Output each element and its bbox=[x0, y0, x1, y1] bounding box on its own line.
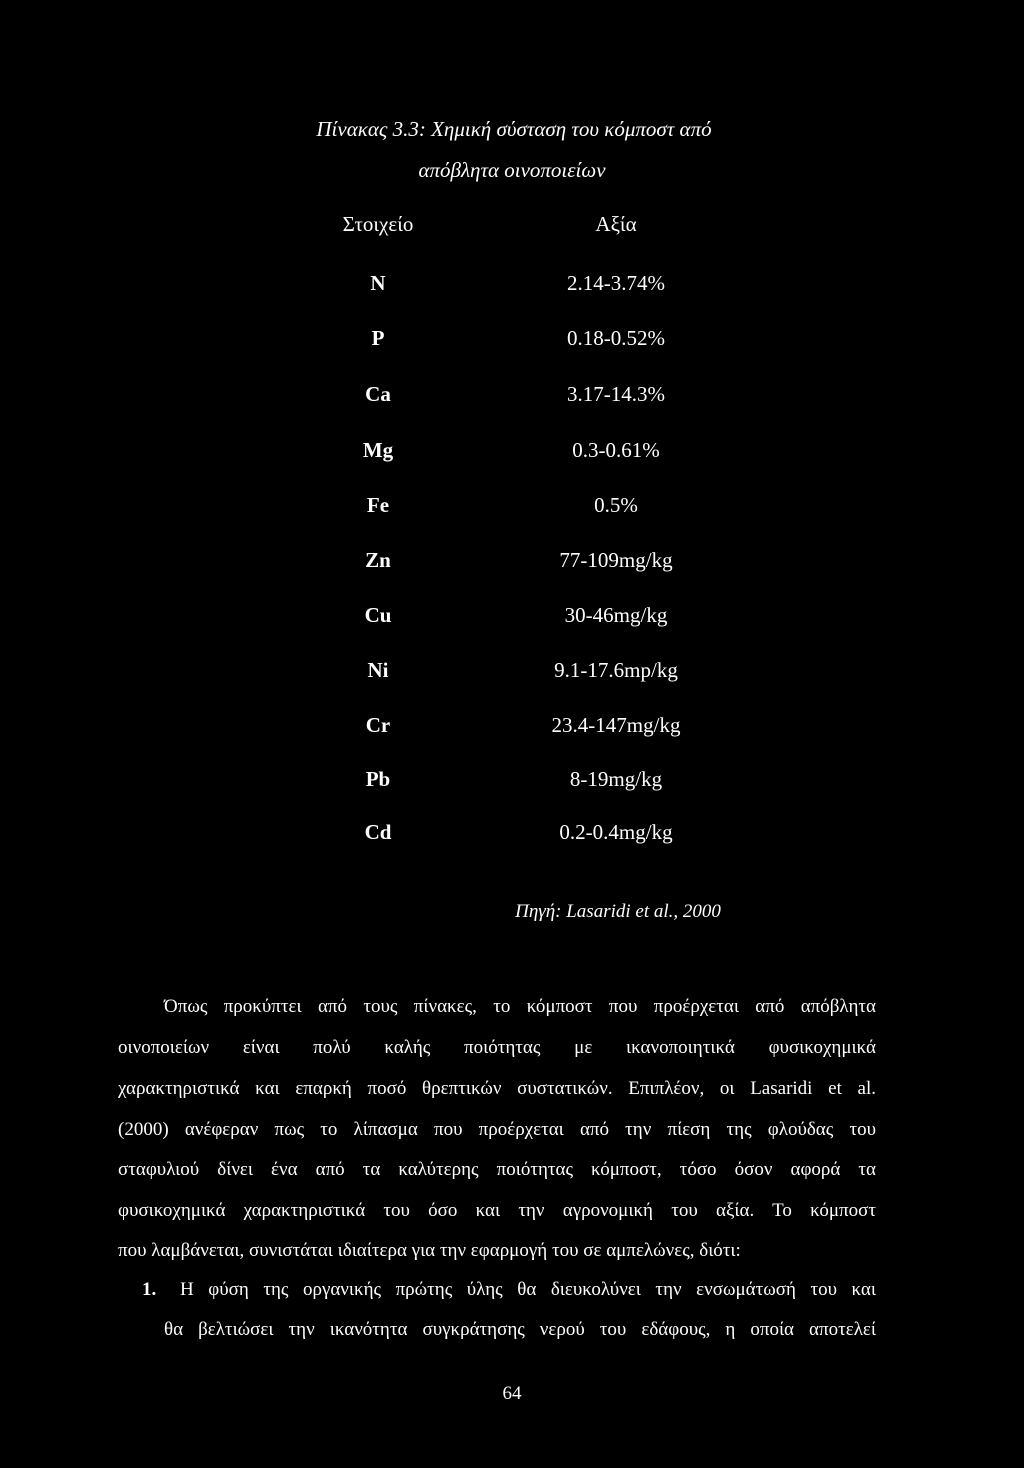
list-item-number: 1. bbox=[142, 1279, 157, 1300]
table-row-value: 8-19mg/kg bbox=[569, 767, 663, 791]
paragraph-line: φυσικοχημικά χαρακτηριστικά του όσο και την αγρονομική του αξία. Το κόμποστ bbox=[118, 1200, 876, 1221]
header-element: Στοιχείο bbox=[342, 212, 414, 236]
list-item-line: Η φύση της οργανικής πρώτης ύλης θα διευκολύνει την ενσωμάτωσή του και bbox=[180, 1279, 876, 1300]
table-row-value: 77-109mg/kg bbox=[559, 548, 673, 572]
table-row-value: 0.3-0.61% bbox=[572, 438, 660, 462]
paragraph-line: οινοποιείων είναι πολύ καλής ποιότητας με ικανοποιητικά φυσικοχημικά bbox=[118, 1037, 876, 1058]
table-row-element: Ni bbox=[367, 658, 389, 682]
table-source: Πηγή: Lasaridi et al., 2000 bbox=[515, 901, 721, 922]
table-row-element: P bbox=[371, 326, 385, 350]
table-row-element: Cd bbox=[364, 820, 392, 844]
table-row-value: 3.17-14.3% bbox=[567, 382, 665, 406]
table-row-element: Ca bbox=[365, 382, 391, 406]
paragraph-line: που λαμβάνεται, συνιστάται ιδιαίτερα για την εφαρμογή του σε αμπελώνες, διότι: bbox=[118, 1240, 741, 1261]
paragraph-line: χαρακτηριστικά και επαρκή ποσό θρεπτικών συστατικών. Επιπλέον, οι Lasaridi et al. bbox=[118, 1078, 876, 1099]
table-row-element: Fe bbox=[366, 493, 390, 517]
paragraph-line: Όπως προκύπτει από τους πίνακες, το κόμποστ που προέρχεται από απόβλητα bbox=[164, 996, 876, 1017]
table-row-element: N bbox=[370, 271, 386, 295]
caption-line-1: Πίνακας 3.3: Χημική σύσταση του κόμποστ από bbox=[316, 117, 712, 141]
caption-line-2: απόβλητα οινοποιείων bbox=[418, 158, 606, 182]
table-row-value: 2.14-3.74% bbox=[567, 271, 665, 295]
table-row-value: 23.4-147mg/kg bbox=[551, 713, 681, 737]
table-row-value: 0.5% bbox=[594, 493, 638, 517]
table-row-value: 0.2-0.4mg/kg bbox=[559, 820, 673, 844]
table-row-value: 30-46mg/kg bbox=[564, 603, 668, 627]
table-row-element: Cr bbox=[365, 713, 391, 737]
table-row-element: Pb bbox=[365, 767, 391, 791]
page-number: 64 bbox=[502, 1383, 522, 1404]
table-row-element: Zn bbox=[365, 548, 391, 572]
list-item-line: θα βελτιώσει την ικανότητα συγκράτησης νερού του εδάφους, η οποία αποτελεί bbox=[164, 1319, 876, 1340]
header-value: Αξία bbox=[595, 212, 637, 236]
table-row-element: Cu bbox=[364, 603, 392, 627]
table-row-element: Mg bbox=[362, 438, 394, 462]
table-row-value: 0.18-0.52% bbox=[567, 326, 665, 350]
table-row-value: 9.1-17.6mp/kg bbox=[554, 658, 678, 682]
paragraph-line: (2000) ανέφεραν πως το λίπασμα που προέρχεται από την πίεση της φλούδας του bbox=[118, 1119, 876, 1140]
paragraph-line: σταφυλιού δίνει ένα από τα καλύτερης ποιότητας κόμποστ, τόσο όσον αφορά τα bbox=[118, 1159, 876, 1180]
